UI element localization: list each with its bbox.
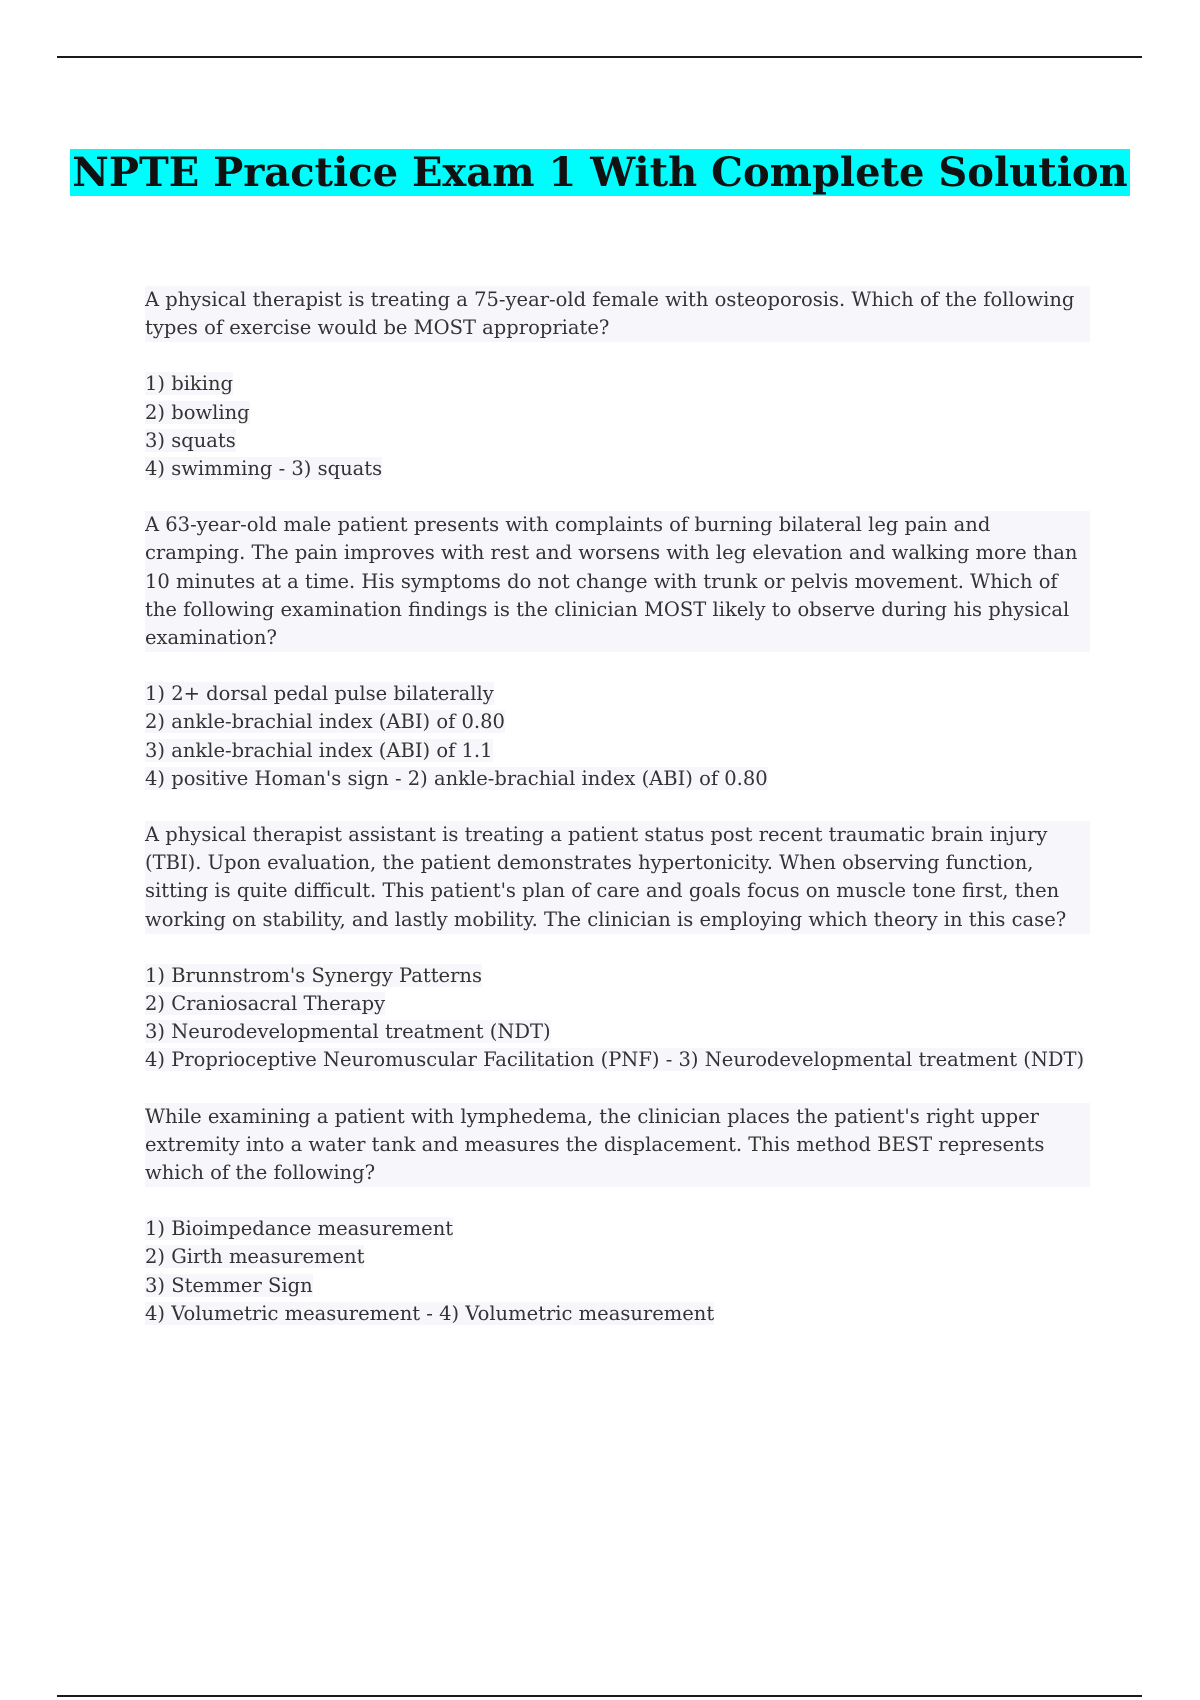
option-text: 4) positive Homan's sign - 2) ankle-brachial index (ABI) of 0.80 [145,766,768,790]
option-text: 4) Proprioceptive Neuromuscular Facilitation (PNF) - 3) Neurodevelopmental treatment (NDT) [145,1048,1085,1072]
question-4-options [145,1215,1090,1328]
option-text: 2) Girth measurement [145,1245,365,1269]
option-text: 2) Craniosacral Therapy [145,992,386,1016]
option-text: 4) Volumetric measurement - 4) Volumetric measurement [145,1301,715,1325]
document-body [145,286,1090,1356]
option [145,455,1090,483]
option [145,708,1090,736]
option [145,399,1090,427]
option [145,427,1090,455]
question-3-text: A physical therapist assistant is treating a patient status post recent traumatic brain injury (TBI). Upon evaluation, the patient demonstrates hypertonicity. When observing function, sitting is quite difficult. This patient's plan of care and goals focus on muscle tone first, then working on stability, and lastly mobility. The clinician is employing which theory in this case? [145,821,1090,934]
option [145,370,1090,398]
title-block [0,145,1200,201]
top-rule [57,56,1142,58]
option-text: 1) Brunnstrom's Synergy Patterns [145,963,482,987]
question-1-text: A physical therapist is treating a 75-year-old female with osteoporosis. Which of the following types of exercise would be MOST appropriate? [145,286,1090,342]
page-title-text: NPTE Practice Exam 1 With Complete Solution [72,149,1128,196]
option [145,1300,1090,1328]
option [145,962,1090,990]
bottom-rule [57,1695,1142,1697]
option [145,1215,1090,1243]
question-4 [145,1103,1090,1328]
option-text: 3) Stemmer Sign [145,1273,313,1297]
option-text: 3) Neurodevelopmental treatment (NDT) [145,1020,551,1044]
option [145,990,1090,1018]
question-3 [145,821,1090,1075]
option [145,1046,1090,1074]
question-3-options [145,962,1090,1075]
option-text: 1) Bioimpedance measurement [145,1217,454,1241]
option [145,1018,1090,1046]
option [145,737,1090,765]
question-2 [145,511,1090,793]
page-title [0,145,1200,201]
option-text: 2) bowling [145,400,250,424]
option [145,680,1090,708]
question-2-options [145,680,1090,793]
question-2-text: A 63-year-old male patient presents with complaints of burning bilateral leg pain and cramping. The pain improves with rest and worsens with leg elevation and walking more than 10 minutes at a time. His symptoms do not change with trunk or pelvis movement. Which of the following examination findings is the clinician MOST likely to observe during his physical examination? [145,511,1090,652]
option-text: 3) ankle-brachial index (ABI) of 1.1 [145,738,493,762]
question-4-text: While examining a patient with lymphedema, the clinician places the patient's right upper extremity into a water tank and measures the displacement. This method BEST represents which of the following? [145,1103,1090,1188]
option [145,1272,1090,1300]
option-text: 1) biking [145,372,234,396]
option-text: 2) ankle-brachial index (ABI) of 0.80 [145,710,505,734]
option-text: 1) 2+ dorsal pedal pulse bilaterally [145,682,494,706]
question-1 [145,286,1090,483]
option-text: 4) swimming - 3) squats [145,457,383,481]
option [145,1243,1090,1271]
option-text: 3) squats [145,428,236,452]
option [145,765,1090,793]
question-1-options [145,370,1090,483]
